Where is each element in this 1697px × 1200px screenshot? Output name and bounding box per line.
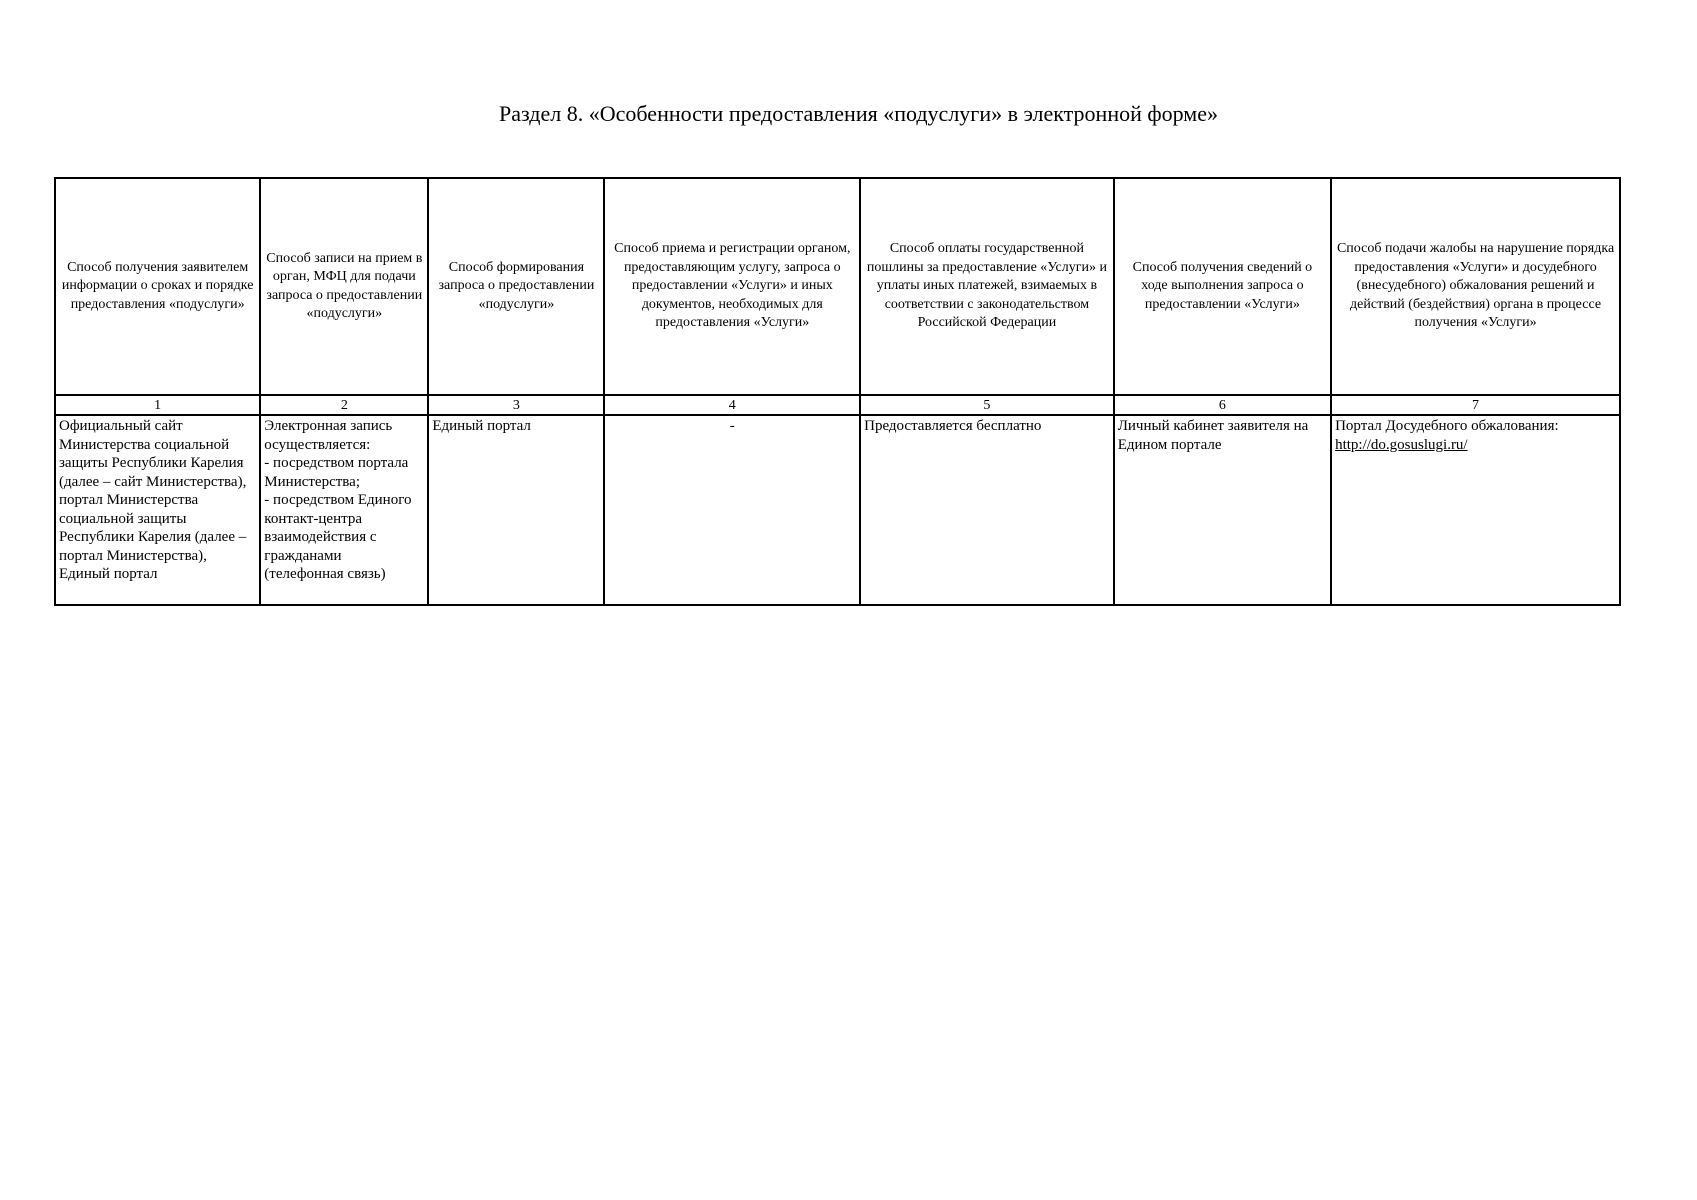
- appointment-method-text: Электронная запись осуществляется: - посредством портала Министерства; - посредством Единого контакт-центра взаимодействия с гражданами (телефонная связь): [264, 418, 412, 582]
- column-number-3: 3: [428, 395, 604, 415]
- payment-method-cell: [860, 415, 1114, 605]
- column-number-7: 7: [1331, 395, 1620, 415]
- appointment-method-cell: [260, 415, 428, 605]
- info-method-text: Официальный сайт Министерства социальной защиты Республики Карелия (далее – сайт Министерства), портал Министерства социальной защиты Республики Карелия (далее – портал Министерства), Единый портал: [59, 418, 247, 582]
- column-number-row: [55, 395, 1620, 415]
- column-number-5: 5: [860, 395, 1114, 415]
- complaint-method-text: Портал Досудебного обжалования:: [1335, 418, 1559, 434]
- column-header-2: Способ записи на прием в орган, МФЦ для подачи запроса о предоставлении «подуслуги»: [260, 178, 428, 395]
- payment-method-text: Предоставляется бесплатно: [864, 418, 1042, 434]
- column-header-5: Способ оплаты государственной пошлины за предоставление «Услуги» и уплаты иных платежей, взимаемых в соответствии с законодательством Российской Федерации: [860, 178, 1114, 395]
- registration-method-cell: [604, 415, 860, 605]
- column-number-2: 2: [260, 395, 428, 415]
- registration-method-text: -: [729, 418, 735, 434]
- page-title: Раздел 8. «Особенности предоставления «подуслуги» в электронной форме»: [499, 101, 1218, 126]
- column-header-1: Способ получения заявителем информации о сроках и порядке предоставления «подуслуги»: [55, 178, 260, 395]
- electronic-form-table: [54, 177, 1621, 606]
- column-number-1: 1: [55, 395, 260, 415]
- status-method-text: Личный кабинет заявителя на Едином портале: [1117, 418, 1309, 453]
- column-header-6: Способ получения сведений о ходе выполнения запроса о предоставлении «Услуги»: [1114, 178, 1331, 395]
- header-row: [55, 178, 1620, 395]
- info-method-cell: [55, 415, 260, 605]
- column-header-4: Способ приема и регистрации органом, предоставляющим услугу, запроса о предоставлении «Услуги» и иных документов, необходимых для предоставления «Услуги»: [604, 178, 860, 395]
- column-header-7: Способ подачи жалобы на нарушение порядка предоставления «Услуги» и досудебного (внесудебного) обжалования решений и действий (бездействия) органа в процессе получения «Услуги»: [1331, 178, 1620, 395]
- request-method-cell: [428, 415, 604, 605]
- appeal-portal-link[interactable]: http://do.gosuslugi.ru/: [1335, 436, 1468, 453]
- column-number-6: 6: [1114, 395, 1331, 415]
- column-number-4: 4: [604, 395, 860, 415]
- column-header-3: Способ формирования запроса о предоставлении «подуслуги»: [428, 178, 604, 395]
- request-method-text: Единый портал: [432, 418, 531, 434]
- complaint-method-cell: [1331, 415, 1620, 605]
- table-row: [55, 415, 1620, 605]
- status-method-cell: [1114, 415, 1331, 605]
